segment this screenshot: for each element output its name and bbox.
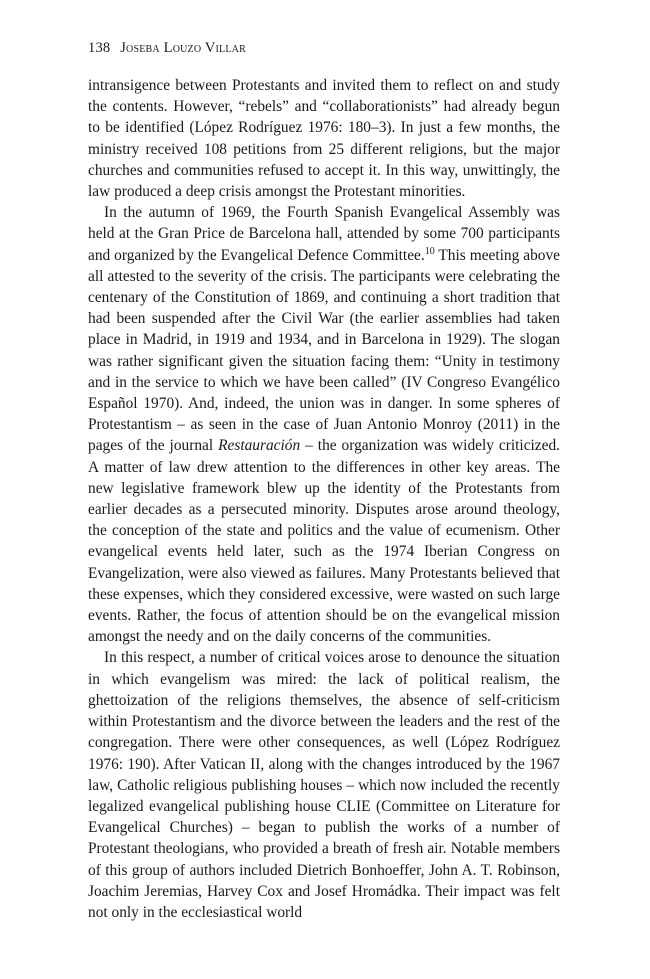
paragraph-3 — [88, 647, 560, 923]
paragraph-1 — [88, 75, 560, 202]
paragraph-text: This meeting above all attested to the severity of the crisis. The participants were celebrating the centenary of the Constitution of 1869, and continuing a short tradition that had been suspended after the Civil War (the earlier assemblies had taken place in Madrid, in 1919 and 1934, and in Barcelona in 1929). The slogan was rather significant given the situation facing them: “Unity in testimony and in the service to which we have been called” (IV Congreso Evangélico Español 1970). And, indeed, the union was in danger. In some spheres of Protestantism – as seen in the case of Juan Antonio Monroy (2011) in the pages of the journal — [88, 246, 561, 455]
paragraph-2 — [88, 202, 560, 647]
paragraph-text: In the autumn of 1969, the Fourth Spanish Evangelical Assembly was held at the Gran Price de Barcelona hall, attended by some 700 participants and organized by the Evangelical Defence Committee. — [88, 204, 560, 264]
paragraph-text: In this respect, a number of critical voices arose to denounce the situation in which evangelism was mired: the lack of political realism, the ghettoization of the religions themselves, the absence of self-criticism within Protestantism and the divorce between the leaders and the rest of the congregation. There were other consequences, as well (López Rodríguez 1976: 190). After Vatican II, along with the changes introduced by the 1967 law, Catholic religious publishing houses – which now included the recently legalized evangelical publishing house CLIE (Committee on Literature for Evangelical Churches) – began to publish the works of a number of Protestant theologians, who provided a breath of fresh air. Notable members of this group of authors included Dietrich Bonhoeffer, John A. T. Robinson, Joachim Jeremias, Harvey Cox and Josef Hromádka. Their impact was felt not only in the ecclesiastical world — [88, 649, 560, 921]
paragraph-text: intransigence between Protestants and invited them to reflect on and study the contents. However, “rebels” and “collaborationists” had already begun to be identified (López Rodríguez 1976: 180–3). In just a few months, the ministry received 108 petitions from 25 different religions, but the major churches and communities refused to accept it. In this way, unwittingly, the law produced a deep crisis amongst the Protestant minorities. — [88, 77, 560, 201]
running-head — [88, 40, 246, 57]
page-number: 138 — [88, 40, 111, 56]
body-text — [88, 75, 560, 923]
paragraph-text: – the organization was widely criticized. A matter of law drew attention to the differences in other key areas. The new legislative framework blew up the identity of the Protestants from earlier decades as a persecuted minority. Disputes arose around theology, the conception of the state and politics and the value of ecumenism. Other evangelical events held later, such as the 1974 Iberian Congress on Evangelization, were also viewed as failures. Many Protestants believed that these expenses, which they considered excessive, were wasted on such large events. Rather, the focus of attention should be on the evangelical mission amongst the needy and on the daily concerns of the communities. — [88, 437, 561, 646]
journal-title: Restauración — [218, 437, 301, 455]
footnote-reference[interactable]: 10 — [424, 245, 435, 257]
running-head-author: Joseba Louzo Villar — [120, 40, 246, 56]
